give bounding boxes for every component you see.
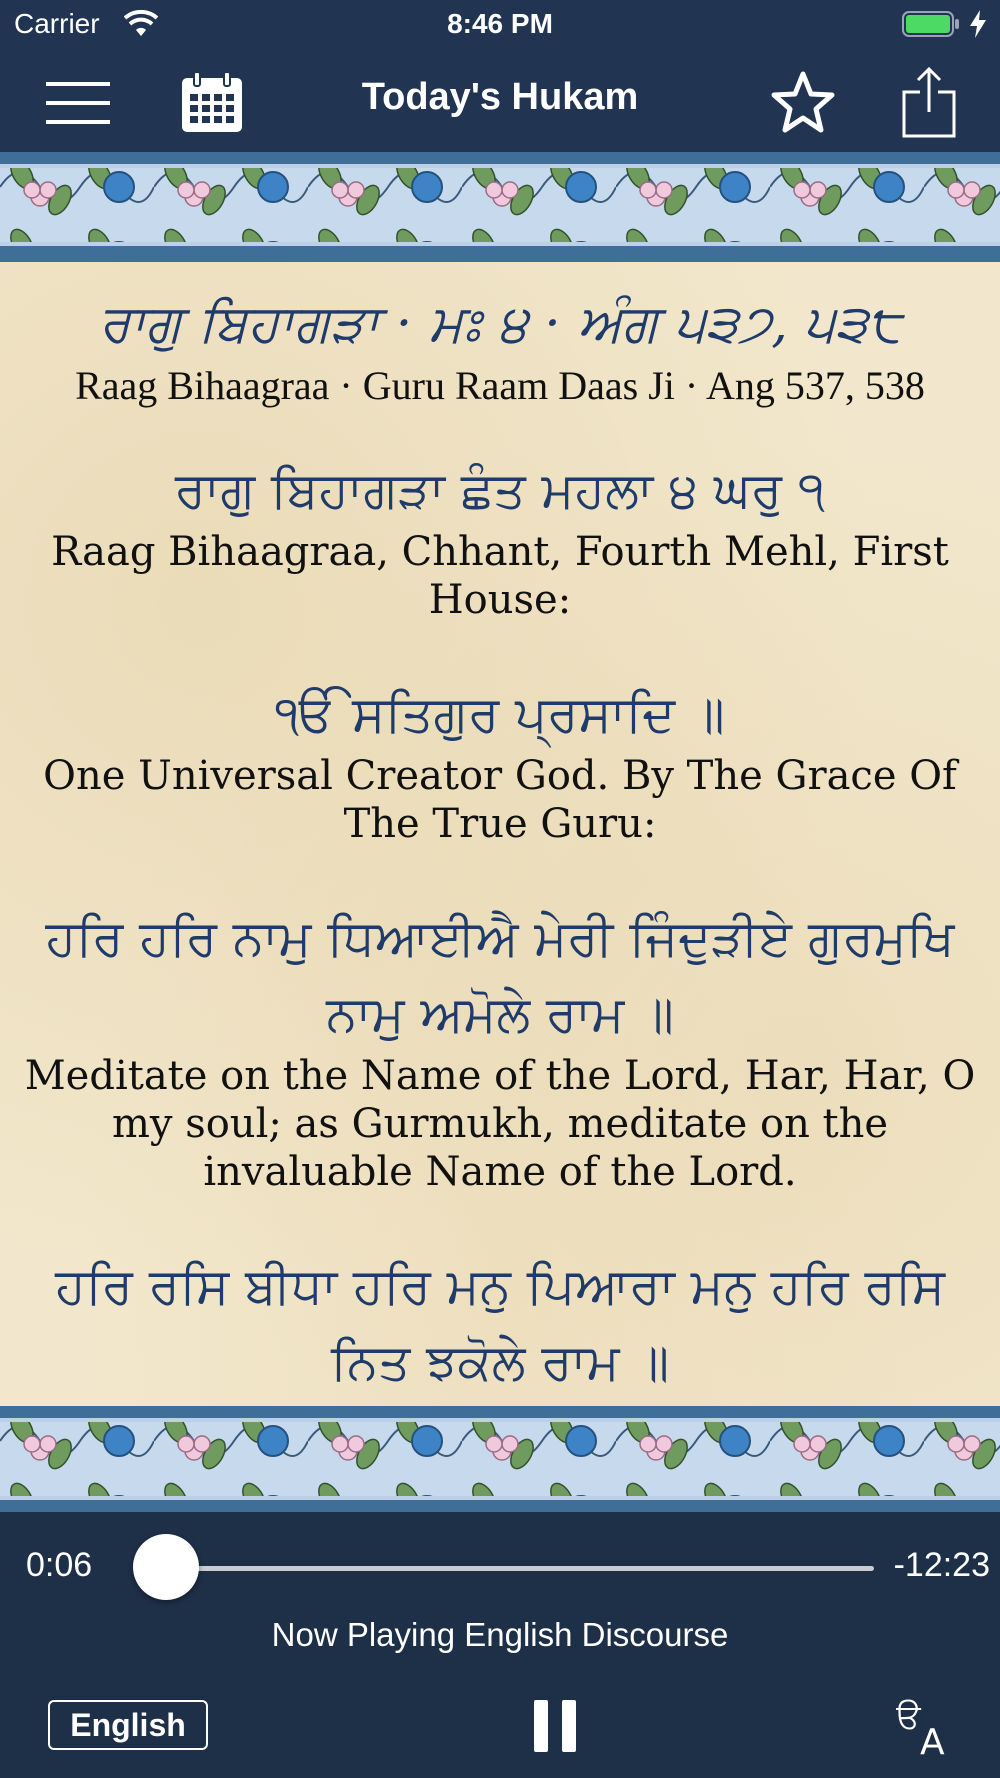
verse-gurmukhi: ਹਰਿ ਰਸਿ ਬੀਧਾ ਹਰਿ ਮਨੁ ਪਿਆਰਾ ਮਨੁ ਹਰਿ ਰਸਿ ਨਿਤ ਝਕੋਲੇ ਰਾਮ ॥ [55, 1257, 945, 1391]
decorative-floral-border-top [0, 152, 1000, 262]
floral-pattern-icon [0, 152, 1000, 262]
verse-block [0, 452, 1000, 624]
remaining-time: -12:23 [893, 1546, 990, 1584]
verse-gurmukhi: ਰਾਗੁ ਬਿਹਾਗੜਾ ਛੰਤ ਮਹਲਾ ੪ ਘਰੁ ੧ [174, 461, 826, 519]
calendar-icon[interactable] [180, 70, 244, 134]
verse-english: Raag Bihaagraa, Chhant, Fourth Mehl, First House: [51, 529, 949, 623]
verse-english: One Universal Creator God. By The Grace Of The True Guru: [43, 753, 957, 847]
verse-block [0, 1248, 1000, 1400]
pause-icon[interactable] [530, 1698, 580, 1754]
charging-bolt-icon [966, 8, 990, 40]
battery-icon [902, 10, 960, 38]
floral-pattern-icon [0, 1406, 1000, 1512]
verse-block [0, 900, 1000, 1196]
hukam-content[interactable] [0, 262, 1000, 1406]
nav-bar [0, 50, 1000, 152]
verse-gurmukhi: ਹਰਿ ਹਰਿ ਨਾਮੁ ਧਿਆਈਐ ਮੇਰੀ ਜਿੰਦੁੜੀਏ ਗੁਰਮੁਖਿ ਨਾਮੁ ਅਮੋਲੇ ਰਾਮ ॥ [45, 909, 955, 1043]
audio-player [0, 1512, 1000, 1778]
language-button[interactable]: English [48, 1700, 208, 1750]
seek-slider-thumb[interactable] [133, 1534, 199, 1600]
svg-text:ੳ: ੳ [896, 1697, 921, 1737]
svg-text:A: A [920, 1722, 945, 1756]
now-playing-label: Now Playing English Discourse [271, 1616, 729, 1653]
verse-block [0, 676, 1000, 848]
carrier-label: Carrier [14, 8, 100, 39]
decorative-floral-border-bottom [0, 1406, 1000, 1512]
hamburger-menu-icon[interactable] [46, 80, 110, 126]
verse-english: Meditate on the Name of the Lord, Har, Har, O my soul; as Gurmukh, meditate on the invaluable Name of the Lord. [24, 1053, 976, 1195]
clock: 8:46 PM [447, 8, 553, 39]
header-english: Raag Bihaagraa · Guru Raam Daas Ji · Ang 537, 538 [75, 363, 925, 408]
hukam-header [0, 284, 1000, 408]
star-outline-icon[interactable] [770, 70, 836, 136]
translate-icon[interactable] [896, 1694, 954, 1756]
seek-slider-track[interactable] [160, 1566, 874, 1571]
share-icon[interactable] [900, 66, 958, 138]
status-bar [0, 0, 1000, 50]
verse-gurmukhi: ੴ ਸਤਿਗੁਰ ਪ੍ਰਸਾਦਿ ॥ [275, 685, 725, 743]
elapsed-time: 0:06 [26, 1546, 93, 1584]
page-title: Today's Hukam [361, 76, 639, 118]
header-gurmukhi: ਰਾਗੁ ਬਿਹਾਗੜਾ · ਮਃ ੪ · ਅੰਗ ੫੩੭, ੫੩੮ [98, 294, 902, 354]
